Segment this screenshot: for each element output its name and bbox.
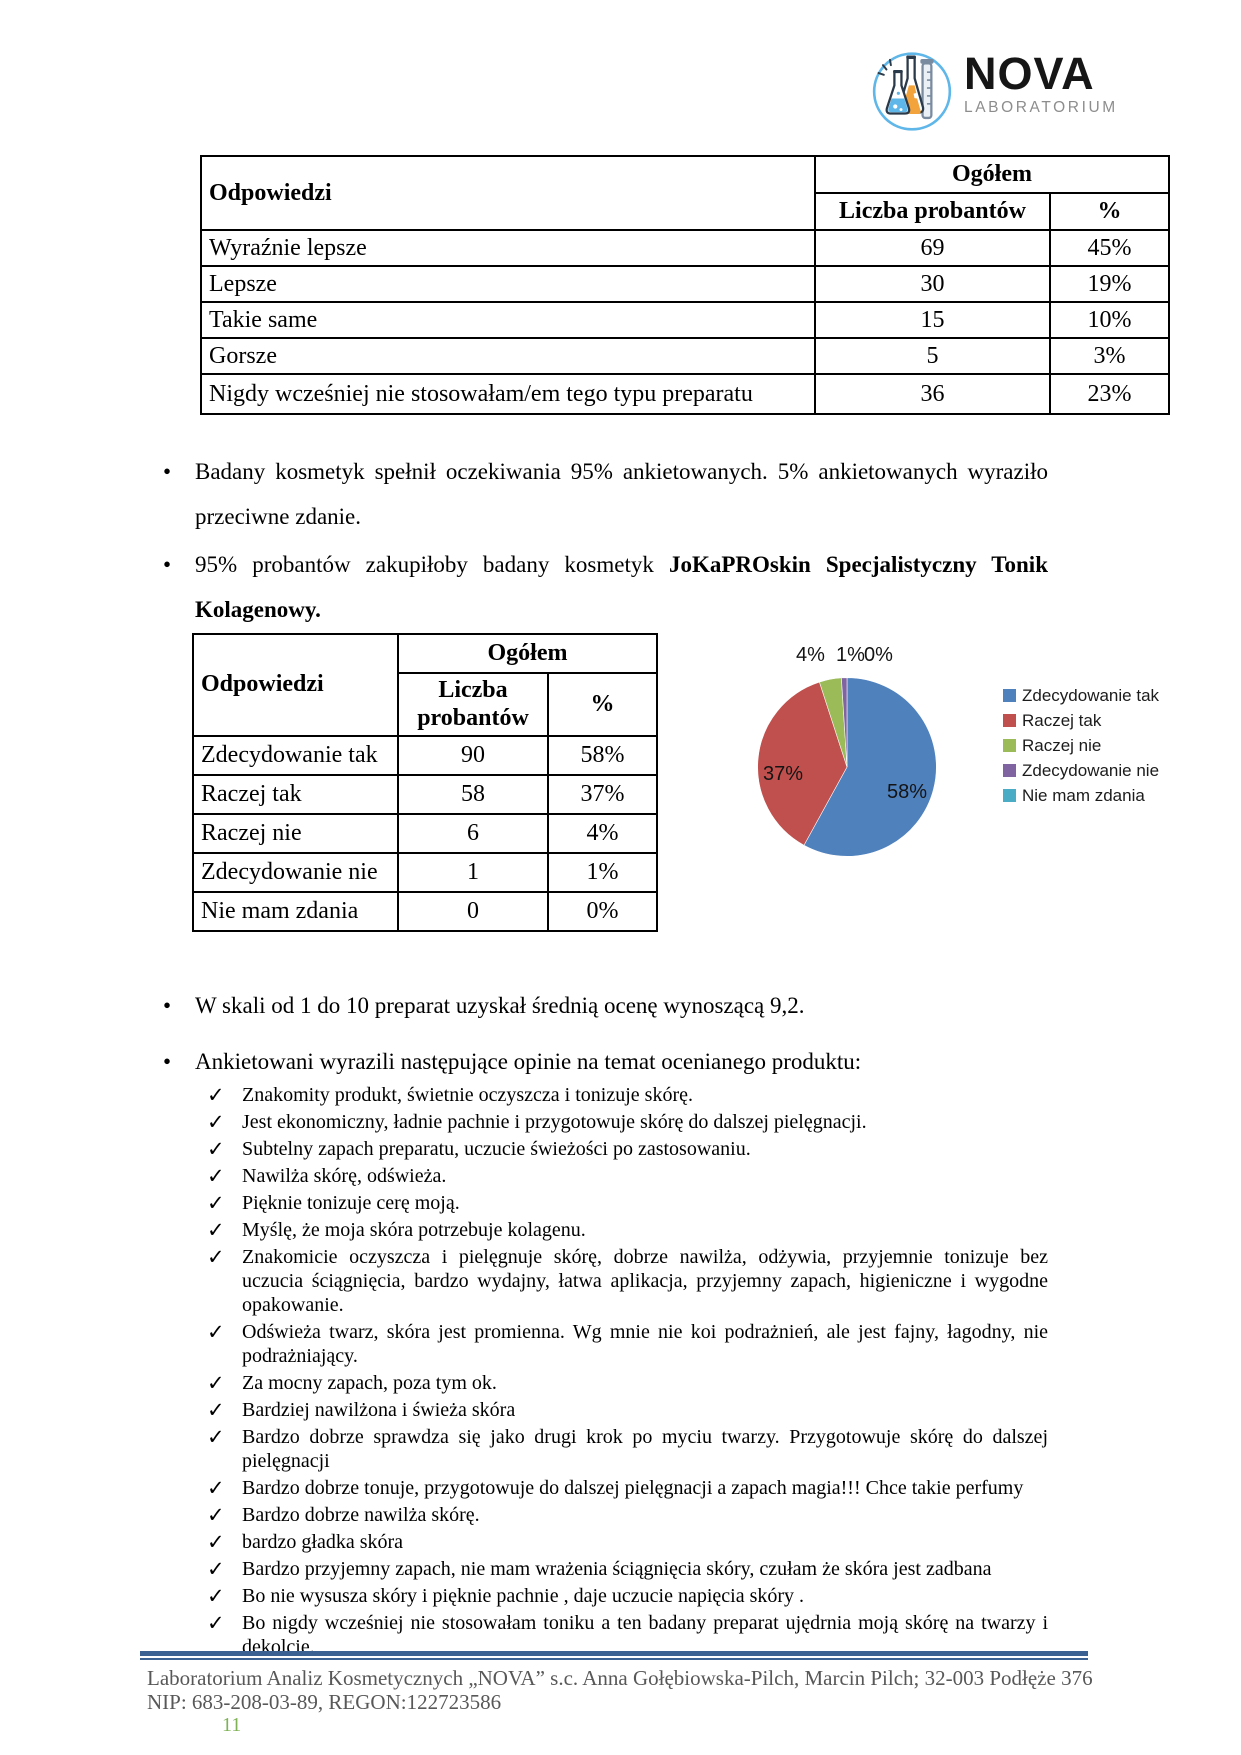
rating-bullets — [140, 983, 1048, 1095]
opinion-text: Bardzo przyjemny zapach, nie mam wrażenia ściągnięcia skóry, czułam że skóra jest zadbana — [242, 1558, 992, 1580]
lab-flasks-icon — [868, 44, 956, 132]
checkmark-icon: ✓ — [207, 1164, 225, 1188]
legend-swatch — [1003, 739, 1016, 752]
row-pct: 3% — [1050, 338, 1169, 374]
opinion-text: Znakomicie oczyszcza i pielęgnuje skórę, dobrze nawilża, odżywia, przyjemnie tonizuje bez uczucia ściągnięcia, bardzo wydajny, łatwa aplikacja, przyjemny zapach, higieniczne i wygodne opakowanie. — [242, 1246, 1048, 1316]
opinion-text: Bardzo dobrze sprawdza się jako drugi krok po myciu twarzy. Przygotowuje skórę do dalszej pielęgnacji — [242, 1426, 1048, 1472]
table-row — [201, 266, 1169, 302]
row-pct: 0% — [548, 892, 657, 931]
t1-header-odpowiedzi: Odpowiedzi — [201, 156, 815, 230]
list-item — [205, 1245, 1048, 1317]
row-label: Nie mam zdania — [193, 892, 398, 931]
row-pct: 23% — [1050, 374, 1169, 414]
table-row — [201, 302, 1169, 338]
opinion-text: Znakomity produkt, świetnie oczyszcza i tonizuje skórę. — [242, 1084, 693, 1106]
opinion-text: Bo nigdy wcześniej nie stosowałam toniku a ten badany preparat ujędrnia moją skórę na twarzy i dekolcie. — [242, 1612, 1048, 1658]
legend-label: Zdecydowanie nie — [1022, 760, 1160, 780]
opinion-text: Subtelny zapach preparatu, uczucie świeżości po zastosowaniu. — [242, 1138, 751, 1160]
opinion-text: Bo nie wysusza skóry i pięknie pachnie , daje uczucie napięcia skóry . — [242, 1585, 805, 1607]
list-item — [205, 1164, 1048, 1188]
logo-text — [964, 48, 1118, 117]
t1-header-pct: % — [1050, 193, 1169, 230]
table-row — [193, 814, 657, 853]
chart-legend — [1003, 683, 1159, 808]
bullet-icon: • — [163, 1049, 172, 1074]
checkmark-icon: ✓ — [207, 1083, 225, 1107]
bullet-text: W skali od 1 do 10 preparat uzyskał średnią ocenę wynoszącą 9,2. — [195, 993, 805, 1018]
pie-label-raczej-tak: 37% — [763, 763, 804, 785]
row-pct: 45% — [1050, 230, 1169, 266]
checkmark-icon: ✓ — [207, 1503, 225, 1527]
legend-label: Zdecydowanie tak — [1022, 685, 1160, 705]
row-label: Wyraźnie lepsze — [201, 230, 815, 266]
checkmark-icon: ✓ — [207, 1218, 225, 1242]
t1-header-liczba: Liczba probantów — [815, 193, 1050, 230]
bullet-icon: • — [163, 993, 172, 1018]
table-row — [193, 736, 657, 775]
checkmark-icon: ✓ — [207, 1584, 225, 1608]
legend-swatch — [1003, 714, 1016, 727]
legend-swatch — [1003, 689, 1016, 702]
row-count: 6 — [398, 814, 548, 853]
row-count: 90 — [398, 736, 548, 775]
table-row — [201, 230, 1169, 266]
checkmark-icon: ✓ — [207, 1398, 225, 1422]
logo-name: NOVA — [964, 48, 1095, 99]
list-item — [205, 1530, 1048, 1554]
list-item — [205, 1218, 1048, 1242]
bullet-icon: • — [163, 459, 172, 484]
list-item — [205, 1320, 1048, 1368]
list-item — [205, 1476, 1048, 1500]
product-name: JoKaPROskin Specjalistyczny Tonik Kolagenowy. — [195, 552, 1048, 622]
table-row — [201, 374, 1169, 414]
row-label: Gorsze — [201, 338, 815, 374]
opinion-text: Jest ekonomiczny, ładnie pachnie i przygotowuje skórę do dalszej pielęgnacji. — [242, 1111, 867, 1133]
table-row — [193, 853, 657, 892]
pie-label-zdecydowanie-tak: 58% — [887, 781, 928, 803]
checkmark-icon: ✓ — [207, 1425, 225, 1449]
legend-item — [1003, 708, 1159, 733]
row-count: 1 — [398, 853, 548, 892]
logo-subtitle: LABORATORIUM — [964, 99, 1118, 116]
checkmark-icon: ✓ — [207, 1245, 225, 1269]
row-pct: 58% — [548, 736, 657, 775]
t2-header-odpowiedzi: Odpowiedzi — [193, 634, 398, 736]
table-row — [201, 338, 1169, 374]
opinion-text: bardzo gładka skóra — [242, 1531, 404, 1553]
results-table-purchase — [192, 633, 658, 932]
opinion-text: Bardziej nawilżona i świeża skóra — [242, 1399, 516, 1421]
list-item — [205, 1137, 1048, 1161]
list-item — [205, 1398, 1048, 1422]
list-item — [205, 1557, 1048, 1581]
row-label: Raczej tak — [193, 775, 398, 814]
legend-label: Raczej tak — [1022, 710, 1102, 730]
t2-header-liczba: Liczba probantów — [398, 673, 548, 736]
checkmark-icon: ✓ — [207, 1557, 225, 1581]
legend-label: Nie mam zdania — [1022, 785, 1145, 805]
list-item — [205, 1371, 1048, 1395]
legend-item — [1003, 758, 1159, 783]
opinion-text: Bardzo dobrze tonuje, przygotowuje do dalszej pielęgnacji a zapach magia!!! Chce takie perfumy — [242, 1477, 1024, 1499]
opinion-text: Nawilża skórę, odświeża. — [242, 1165, 447, 1187]
nova-laboratorium-logo — [868, 42, 1128, 134]
bullet-text: 95% probantów zakupiłoby badany kosmetyk — [195, 552, 654, 577]
list-item — [205, 1503, 1048, 1527]
legend-item — [1003, 683, 1159, 708]
legend-item — [1003, 783, 1159, 808]
row-count: 15 — [815, 302, 1050, 338]
row-count: 36 — [815, 374, 1050, 414]
checkmark-icon: ✓ — [207, 1611, 225, 1635]
opinion-text: Bardzo dobrze nawilża skórę. — [242, 1504, 480, 1526]
row-pct: 37% — [548, 775, 657, 814]
checkmark-icon: ✓ — [207, 1320, 225, 1344]
checkmark-icon: ✓ — [207, 1476, 225, 1500]
list-item — [205, 1110, 1048, 1134]
list-item — [205, 1425, 1048, 1473]
bullet-icon: • — [163, 552, 172, 577]
footer-company-line: Laboratorium Analiz Kosmetycznych „NOVA” s.c. Anna Gołębiowska-Pilch, Marcin Pilch; 32-003 Podłęże 376 — [147, 1666, 1093, 1690]
row-pct: 4% — [548, 814, 657, 853]
checkmark-icon: ✓ — [207, 1530, 225, 1554]
checkmark-icon: ✓ — [207, 1371, 225, 1395]
t2-header-ogolem: Ogółem — [398, 634, 657, 673]
footer — [147, 1666, 1097, 1714]
opinion-text: Pięknie tonizuje cerę moją. — [242, 1192, 460, 1214]
row-label: Zdecydowanie tak — [193, 736, 398, 775]
footer-nip-line: NIP: 683-208-03-89, REGON:122723586 — [147, 1690, 502, 1714]
results-table-comparison — [200, 155, 1170, 415]
row-label: Nigdy wcześniej nie stosowałam/em tego typu preparatu — [201, 374, 815, 414]
t1-header-ogolem: Ogółem — [815, 156, 1169, 193]
row-label: Takie same — [201, 302, 815, 338]
bullet-item — [140, 983, 1048, 1028]
row-pct: 19% — [1050, 266, 1169, 302]
row-label: Raczej nie — [193, 814, 398, 853]
row-count: 58 — [398, 775, 548, 814]
purchase-pie-chart — [660, 640, 1160, 875]
summary-bullets — [140, 449, 1048, 635]
opinion-text: Odświeża twarz, skóra jest promienna. Wg mnie nie koi podrażnień, ale jest fajny, łagodny, nie podrażniający. — [242, 1321, 1048, 1367]
list-item — [205, 1083, 1048, 1107]
legend-swatch — [1003, 789, 1016, 802]
pie-label-raczej-nie: 4% — [796, 644, 825, 666]
row-count: 69 — [815, 230, 1050, 266]
list-item — [205, 1191, 1048, 1215]
bullet-item — [140, 1039, 1048, 1084]
checkmark-icon: ✓ — [207, 1110, 225, 1134]
table-row — [193, 892, 657, 931]
checkmark-icon: ✓ — [207, 1137, 225, 1161]
pie-label-zdecydowanie-nie: 1% — [836, 644, 865, 666]
footer-divider — [140, 1651, 1088, 1660]
list-item — [205, 1584, 1048, 1608]
row-label: Lepsze — [201, 266, 815, 302]
checkmark-icon: ✓ — [207, 1191, 225, 1215]
legend-swatch — [1003, 764, 1016, 777]
opinion-text: Myślę, że moja skóra potrzebuje kolagenu. — [242, 1219, 586, 1241]
page-number: 11 — [222, 1714, 242, 1736]
row-count: 0 — [398, 892, 548, 931]
table-row — [193, 775, 657, 814]
row-count: 30 — [815, 266, 1050, 302]
opinions-list — [205, 1083, 1048, 1662]
bullet-text: Badany kosmetyk spełnił oczekiwania 95% ankietowanych. 5% ankietowanych wyraziło przeciwne zdanie. — [195, 459, 1048, 529]
bullet-item — [140, 449, 1048, 539]
legend-item — [1003, 733, 1159, 758]
legend-label: Raczej nie — [1022, 735, 1102, 755]
row-label: Zdecydowanie nie — [193, 853, 398, 892]
opinion-text: Za mocny zapach, poza tym ok. — [242, 1372, 497, 1394]
pie-label-nie-mam-zdania: 0% — [864, 644, 893, 666]
bullet-item — [140, 542, 1048, 632]
t2-header-pct: % — [548, 673, 657, 736]
row-pct: 1% — [548, 853, 657, 892]
row-count: 5 — [815, 338, 1050, 374]
row-pct: 10% — [1050, 302, 1169, 338]
bullet-text: Ankietowani wyrazili następujące opinie na temat ocenianego produktu: — [195, 1049, 862, 1074]
